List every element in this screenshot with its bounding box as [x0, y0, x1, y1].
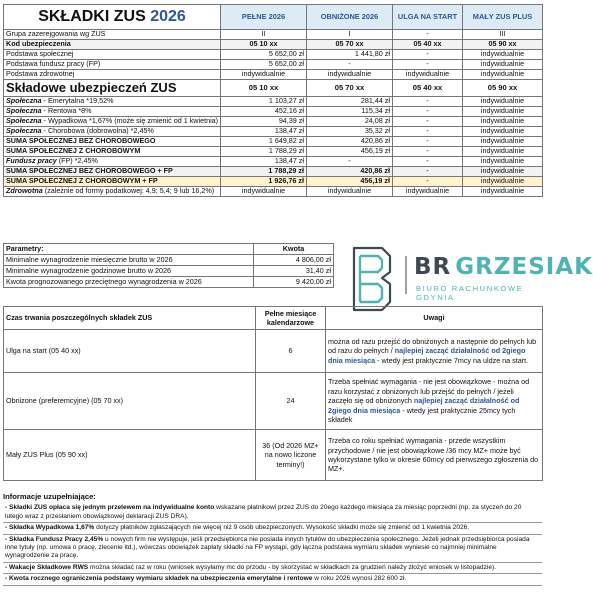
row-label-rest: - Wypadkowa *1,67% (może się zmienić od 1 kwietnia) — [41, 116, 219, 126]
term-note-note-hl: najlepiej zacząć działalność od 2giego dnia miesiąca — [328, 396, 520, 415]
row-value: - — [393, 137, 463, 147]
table-row — [4, 70, 543, 80]
row-value: - — [393, 30, 463, 40]
logo-brand-right: GRZESIAK — [455, 254, 593, 280]
term-months: 24 — [256, 373, 326, 430]
row-value: indywidualnie — [463, 107, 543, 117]
row-label: Grupa zazerejgowania wg ZUS — [4, 30, 221, 40]
term-note-note-b: - wtedy jest praktycznie 7mcy na uldze na start. — [375, 355, 529, 365]
row-value: 94,39 zł — [221, 117, 307, 127]
table-row — [4, 147, 543, 157]
row-label-rest: - Rentowa *8% — [41, 106, 92, 116]
param-value: 31,40 zł — [254, 266, 334, 277]
row-value: 138,47 zł — [221, 157, 307, 167]
info-paragraph-text: w roku 2026 wynosi 282 600 zł. — [312, 575, 407, 583]
term-note-note-a: Trzeba spełniać wymagania - nie jest obowiązkowe - można od razu korzystać z obniżonych lub przejść do pełnych / jeżeli zaczęło się od obniżonych — [328, 377, 530, 406]
row-value: 115,34 zł — [307, 107, 393, 117]
logo-subtitle: BIURO RACHUNKOWE GDYNIA — [416, 284, 524, 302]
row-label — [4, 147, 221, 157]
terms-col-duration: Czas trwania poszczególnych składek ZUS — [4, 307, 256, 330]
table-row — [4, 167, 543, 177]
row-label: Podstawa fundusz pracy (FP) — [4, 60, 221, 70]
table-row — [4, 50, 543, 60]
row-value: indywidualnie — [463, 147, 543, 157]
row-value: - — [393, 117, 463, 127]
additional-info — [3, 493, 542, 586]
row-value: 1 103,27 zł — [221, 97, 307, 107]
row-value: - — [307, 60, 393, 70]
section-code-small: 05 90 xx — [463, 80, 543, 97]
row-value: I — [307, 30, 393, 40]
row-value: indywidualnie — [307, 70, 393, 80]
table-row — [4, 137, 543, 147]
row-value: 5 652,00 zł — [221, 60, 307, 70]
term-months: 36 (Od 2026 MZ+ na nowo liczone terminy!) — [256, 430, 326, 481]
param-label: Kwota prognozowanego przeciętnego wynagrodzenia w 2026 — [4, 277, 254, 288]
row-label-bold: SUMA SPOŁECZNEJ BEZ CHOROBOWEGO — [6, 136, 156, 146]
row-value: 1 649,82 zł — [221, 137, 307, 147]
row-value: 1 926,76 zł — [221, 177, 307, 187]
table-row — [4, 177, 543, 187]
term-note — [326, 430, 543, 481]
row-value: 5 652,00 zł — [221, 50, 307, 60]
info-paragraph — [3, 503, 542, 523]
col-header-reduced: OBNIŻONE 2026 — [307, 5, 393, 30]
term-note-note-b: - wtedy jest praktycznie 25mcy tych składek — [328, 405, 516, 425]
term-note-note-hl: najlepiej zacząć działalność od 2giego dnia miesiąca — [328, 346, 526, 365]
table-row — [4, 30, 543, 40]
row-value: indywidualnie — [463, 177, 543, 187]
table-row — [4, 187, 543, 197]
row-label-bold: Społeczna — [6, 96, 42, 106]
info-paragraph-text: dotyczy płatników zgłaszających nie więcej niż 9 osób ubezpieczonych. Wysokość składki może się zmienić od 1 kwietnia 2026. — [94, 524, 470, 532]
row-label — [4, 97, 221, 107]
table-row — [4, 40, 543, 50]
section-code-full: 05 10 xx — [221, 80, 307, 97]
logo-brand-left: BR — [414, 254, 452, 280]
section-code-start: 05 40 xx — [393, 80, 463, 97]
row-value: 05 10 xx — [221, 40, 307, 50]
row-value: - — [393, 177, 463, 187]
info-paragraph-lead: - Kwota rocznego ograniczenia podstawy wymiaru składek na ubezpieczenia emerytalne i rentowe — [5, 575, 313, 583]
row-value: indywidualnie — [463, 117, 543, 127]
row-value: indywidualnie — [221, 187, 307, 197]
row-value: 1 441,80 zł — [307, 50, 393, 60]
col-header-full: PEŁNE 2026 — [221, 5, 307, 30]
param-label: Minimalne wynagrodzenie godzinowe brutto w 2026 — [4, 266, 254, 277]
term-name: Ulga na start (05 40 xx) — [4, 330, 256, 373]
row-value: indywidualnie — [463, 50, 543, 60]
row-value: indywidualnie — [463, 97, 543, 107]
term-note — [326, 373, 543, 430]
section-title: Składowe ubezpieczeń ZUS — [4, 80, 221, 97]
table-row — [4, 330, 543, 373]
parameters-table — [3, 243, 334, 288]
param-label: Minimalne wynagrodzenie miesięczne brutto w 2026 — [4, 255, 254, 266]
row-label — [4, 107, 221, 117]
term-months: 6 — [256, 330, 326, 373]
row-value: indywidualnie — [307, 187, 393, 197]
row-label — [4, 177, 221, 187]
terms-col-months: Pełne miesiące kalendarzowe — [256, 307, 326, 330]
row-label-bold: Społeczna — [6, 106, 42, 116]
row-value: 138,47 zł — [221, 127, 307, 137]
title-text: SKŁADKI ZUS — [38, 7, 146, 25]
row-value: 1 788,29 zł — [221, 167, 307, 177]
table-row — [4, 127, 543, 137]
row-label — [4, 127, 221, 137]
row-label — [4, 157, 221, 167]
row-value: indywidualnie — [463, 187, 543, 197]
row-value: indywidualnie — [463, 157, 543, 167]
table-row — [4, 97, 543, 107]
table-row — [4, 60, 543, 70]
info-paragraph — [3, 523, 542, 534]
row-value: 281,44 zł — [307, 97, 393, 107]
row-label-bold: Fundusz pracy — [6, 156, 57, 166]
contributions-table — [3, 4, 543, 197]
row-label-bold: SUMA SPOŁECZNEJ BEZ CHOROBOWEGO + FP — [6, 166, 173, 176]
row-value: 420,86 zł — [307, 167, 393, 177]
row-label-bold: SUMA SPOŁECZNEJ Z CHOROBOWYM + FP — [6, 176, 158, 186]
terms-col-notes: Uwagi — [326, 307, 543, 330]
main-title — [4, 5, 221, 30]
table-row — [4, 117, 543, 127]
row-value: 456,19 zł — [307, 147, 393, 157]
row-label — [4, 137, 221, 147]
title-year: 2026 — [150, 7, 186, 25]
info-paragraph-text: u nowych firm nie występuje, jeśli przedsiębiorca nie posiada innych tytułów do ubezpieczenia społecznego. Jeżeli jednak przedsiębiorca posiada inne tytuły (np. umowa o pracę, zlecenie itd.), wówczas obowiązek zapłaty składki na FP wystąpi, gdy łączna podstawa wymiaru składek wyniesie co najmniej minimalne wynagrodzenie za pracę. — [5, 535, 530, 560]
row-value: 420,86 zł — [307, 137, 393, 147]
row-value: indywidualnie — [221, 70, 307, 80]
row-label — [4, 167, 221, 177]
row-label-bold: Zdrowotna — [6, 186, 43, 196]
term-note-note-a: można od razu przejść do obniżonych a następnie do pełnych lub od razu do pełnych / — [328, 336, 537, 356]
info-paragraph — [3, 535, 542, 563]
row-value: indywidualnie — [393, 70, 463, 80]
row-label: Podstawa społecznej — [4, 50, 221, 60]
row-value: III — [463, 30, 543, 40]
info-title: Informacje uzupełniające: — [3, 492, 96, 501]
col-header-small-zus-plus: MAŁY ZUS PLUS — [463, 5, 543, 30]
row-label-rest: - Chorobowa (dobrowolna) *2,45% — [41, 126, 154, 136]
row-label-rest: (FP) *2,45% — [56, 156, 98, 166]
row-value: 456,19 zł — [307, 177, 393, 187]
info-paragraph-text: można składać raz w roku (wniosek wysyłamy mc do przodu - by skorzystać w składkach za grudzień należy złożyć wniosek w listopadzie). — [88, 563, 497, 571]
info-paragraph — [3, 563, 542, 574]
term-note — [326, 330, 543, 373]
params-header-value: Kwota — [254, 244, 334, 255]
row-label-bold: Społeczna — [6, 116, 42, 126]
table-row — [4, 255, 334, 266]
row-value: - — [307, 157, 393, 167]
row-label-bold: SUMA SPOŁECZNEJ Z CHOROBOWYM — [6, 146, 141, 156]
row-value: 24,08 zł — [307, 117, 393, 127]
row-value: 05 70 xx — [307, 40, 393, 50]
row-value: indywidualnie — [463, 60, 543, 70]
row-value: 05 90 xx — [463, 40, 543, 50]
row-value: - — [393, 50, 463, 60]
info-paragraph-lead: - Składka Wypadkowa 1,67% — [5, 524, 95, 532]
row-label: Podstawa zdrowotnej — [4, 70, 221, 80]
table-row — [4, 266, 334, 277]
table-row — [4, 157, 543, 167]
term-name: Mały ZUS Plus (05 90 xx) — [4, 430, 256, 481]
row-value: indywidualnie — [463, 70, 543, 80]
info-paragraph-text: wskazane płatnikowi przez ZUS do 20ego każdego miesiąca za miesiąc poprzedni (np. za styczeń do 20 lutego wraz z przesłaniem obowiązkowej deklaracji ZUS DRA). — [5, 504, 522, 520]
row-value: - — [393, 147, 463, 157]
row-value: 35,32 zł — [307, 127, 393, 137]
table-row — [4, 430, 543, 481]
row-value: indywidualnie — [463, 127, 543, 137]
durations-table — [3, 306, 543, 481]
row-label: Kod ubezpieczenia — [4, 40, 221, 50]
row-value: 05 40 xx — [393, 40, 463, 50]
row-label-rest: - Emerytalna *19,52% — [41, 96, 114, 106]
row-value: 1 788,29 zł — [221, 147, 307, 157]
table-row — [4, 373, 543, 430]
row-label-rest: (zależnie od formy podatkowej: 4,9; 5,4; 9 lub 16,2%) — [42, 186, 215, 196]
row-value: 452,16 zł — [221, 107, 307, 117]
row-value: indywidualnie — [393, 187, 463, 197]
table-row — [4, 107, 543, 117]
row-label-bold: Społeczna — [6, 126, 42, 136]
row-value: - — [393, 107, 463, 117]
section-code-reduced: 05 70 xx — [307, 80, 393, 97]
table-row — [4, 277, 334, 288]
row-value: indywidualnie — [463, 167, 543, 177]
row-value: indywidualnie — [463, 137, 543, 147]
row-value: - — [393, 60, 463, 70]
term-name: Obnizone (preferemcyjne) (05 70 xx) — [4, 373, 256, 430]
info-paragraph-lead: - Wakacje Składkowe RWS — [5, 563, 89, 571]
row-value: II — [221, 30, 307, 40]
param-value: 4 806,00 zł — [254, 255, 334, 266]
company-logo — [344, 244, 593, 314]
row-value: - — [393, 127, 463, 137]
row-value: - — [393, 97, 463, 107]
info-paragraph-lead: - Składka Fundusz Pracy 2,45% — [5, 535, 104, 543]
row-value: - — [393, 167, 463, 177]
row-value: - — [393, 157, 463, 167]
col-header-start-relief: ULGA NA START — [393, 5, 463, 30]
row-label — [4, 117, 221, 127]
info-paragraph — [3, 574, 542, 585]
params-header-label: Parametry: — [4, 244, 254, 255]
term-note-note-a: Trzeba co roku spełniać wymagania - przede wszystkim przychodowe / nie jest obowiązkowe /36 mcy MZ+ może być wykorzystane tylko w okresie 60mcy od pierwszego zgłoszenia do MZ+. — [328, 436, 539, 474]
param-value: 9 420,00 zł — [254, 277, 334, 288]
info-paragraph-lead: - Składki ZUS opłaca się jednym przelewem na indywidualne konto — [5, 504, 215, 512]
row-label — [4, 187, 221, 197]
